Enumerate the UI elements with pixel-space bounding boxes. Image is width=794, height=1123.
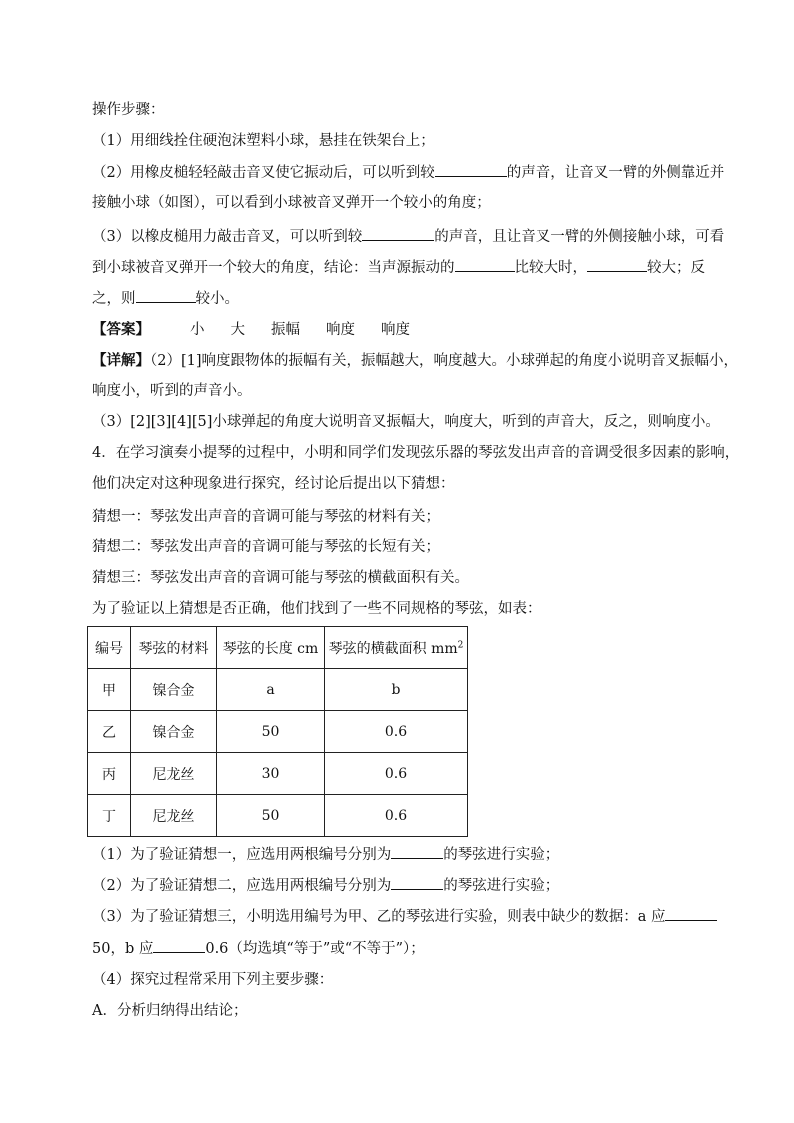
table-cell: 镍合金 <box>131 711 217 753</box>
answer-item: 响度 <box>326 322 355 338</box>
step-3-line-1: （3）以橡皮槌用力敲击音叉，可以听到较 的声音，且让音叉一臂的外侧接触小球，可看 <box>92 226 712 247</box>
answer-item: 振幅 <box>271 322 300 338</box>
table-cell: 0.6 <box>325 795 468 837</box>
table-cell: a <box>217 669 325 711</box>
table-row <box>88 669 468 711</box>
step-1: （1）用细线拴住硬泡沫塑料小球，悬挂在铁架台上； <box>92 133 435 149</box>
sub-question-1: （1）为了验证猜想一，应选用两根编号分别为 的琴弦进行实验； <box>92 844 712 865</box>
ops-heading: 操作步骤： <box>92 102 165 118</box>
detail-label: 【详解】 <box>92 352 150 369</box>
sub-question-4: （4）探究过程常采用下列主要步骤： <box>92 972 334 988</box>
guess-2: 猜想二：琴弦发出声音的音调可能与琴弦的长短有关； <box>92 539 440 555</box>
table-cell: 尼龙丝 <box>131 795 217 837</box>
table-header-cell: 编号 <box>88 627 131 669</box>
answer-item: 响度 <box>381 322 410 338</box>
table-cell: b <box>325 669 468 711</box>
table-cell: 0.6 <box>325 753 468 795</box>
answer-blank-6[interactable] <box>391 844 443 859</box>
table-row <box>88 753 468 795</box>
question-4-line-2: 他们决定对这种现象进行探究，经讨论后提出以下猜想： <box>92 476 455 492</box>
table-header-cell: 琴弦的材料 <box>131 627 217 669</box>
table-row <box>88 711 468 753</box>
answer-blank-1[interactable] <box>435 162 507 177</box>
table-header-cell: 琴弦的长度 cm <box>217 627 325 669</box>
step-2-line-1: （2）用橡皮槌轻轻敲击音叉使它振动后，可以听到较 的声音，让音叉一臂的外侧靠近并 <box>92 162 712 183</box>
detail-line-2: 响度小，听到的声音小。 <box>92 383 252 399</box>
table-cell: 镍合金 <box>131 669 217 711</box>
string-spec-table <box>87 626 468 837</box>
table-intro: 为了验证以上猜想是否正确，他们找到了一些不同规格的琴弦，如表： <box>92 601 542 617</box>
answer-blank-5[interactable] <box>136 288 196 303</box>
answer-blank-4[interactable] <box>587 257 647 272</box>
step-3-line-2: 到小球被音叉弹开一个较大的角度，结论：当声源振动的 比较大时， 较大；反 <box>92 257 712 278</box>
table-header-row <box>88 627 468 669</box>
sub-question-2: （2）为了验证猜想二，应选用两根编号分别为 的琴弦进行实验； <box>92 875 712 896</box>
answer-blank-8[interactable] <box>665 906 717 921</box>
table-cell: 甲 <box>88 669 131 711</box>
table-cell: 30 <box>217 753 325 795</box>
table-cell: 丙 <box>88 753 131 795</box>
answer-blank-2[interactable] <box>362 226 434 241</box>
guess-3: 猜想三：琴弦发出声音的音调可能与琴弦的横截面积有关。 <box>92 570 469 586</box>
detail-line-1: 【详解】（2）[1]响度跟物体的振幅有关，振幅越大，响度越大。小球弹起的角度小说明音叉振幅小， <box>92 352 739 369</box>
table-cell: 乙 <box>88 711 131 753</box>
step-a: A．分析归纳得出结论； <box>92 1003 248 1019</box>
table-cell: 50 <box>217 711 325 753</box>
table-cell: 0.6 <box>325 711 468 753</box>
answer-item: 大 <box>230 322 245 338</box>
step-2-line-2: 接触小球（如图），可以看到小球被音叉弹开一个较小的角度； <box>92 195 491 211</box>
table-row <box>88 795 468 837</box>
answer-line <box>92 320 712 340</box>
answer-blank-9[interactable] <box>153 938 205 953</box>
guess-1: 猜想一：琴弦发出声音的音调可能与琴弦的材料有关； <box>92 509 440 525</box>
sub-question-3-line-2: 50，b 应 0.6（均选填“等于”或“不等于”）； <box>92 938 712 959</box>
answer-blank-7[interactable] <box>391 875 443 890</box>
table-cell: 50 <box>217 795 325 837</box>
table-cell: 丁 <box>88 795 131 837</box>
question-4-line-1: 4．在学习演奏小提琴的过程中，小明和同学们发现弦乐器的琴弦发出声音的音调受很多因素的影响， <box>92 445 740 461</box>
step-3-line-3: 之，则 较小。 <box>92 288 712 309</box>
detail-line-3: （3）[2][3][4][5]小球弹起的角度大说明音叉振幅大，响度大，听到的声音大，反之，则响度小。 <box>92 414 720 430</box>
answer-blank-3[interactable] <box>455 257 515 272</box>
table-header-cell: 琴弦的横截面积 $mm^2$ <box>325 627 468 669</box>
table-cell: 尼龙丝 <box>131 753 217 795</box>
answer-item: 小 <box>190 322 205 338</box>
answer-label: 【答案】 <box>92 321 150 338</box>
sub-question-3-line-1: （3）为了验证猜想三，小明选用编号为甲、乙的琴弦进行实验，则表中缺少的数据：a 应 <box>92 906 712 927</box>
